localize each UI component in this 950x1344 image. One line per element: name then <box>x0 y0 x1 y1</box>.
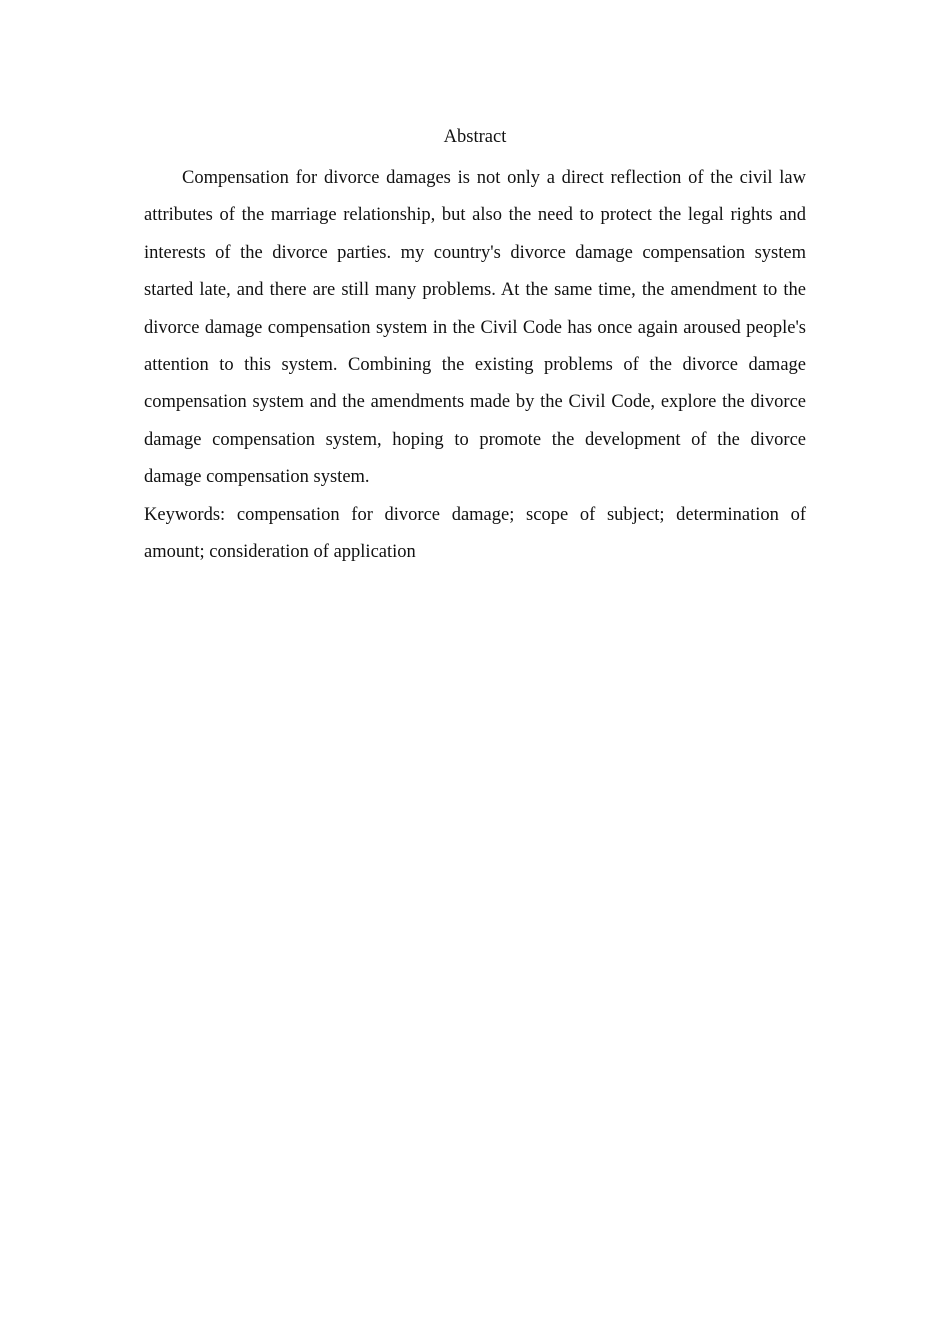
keywords-line: Keywords: compensation for divorce damage; scope of subject; determination of amount; consideration of application <box>144 504 806 563</box>
abstract-title: Abstract <box>443 127 507 147</box>
abstract-body: Compensation for divorce damages is not only a direct reflection of the civil law attributes of the marriage relationship, but also the need to protect the legal rights and interests of the divorce parties. my country's divorce damage compensation system started late, and there are still many problems. At the same time, the amendment to the divorce damage compensation system in the Civil Code has once again aroused people's attention to this system. Combining the existing problems of the divorce damage compensation system and the amendments made by the Civil Code, explore the divorce damage compensation system, hoping to promote the development of the divorce damage compensation system. <box>144 168 806 488</box>
abstract-section <box>144 124 806 571</box>
